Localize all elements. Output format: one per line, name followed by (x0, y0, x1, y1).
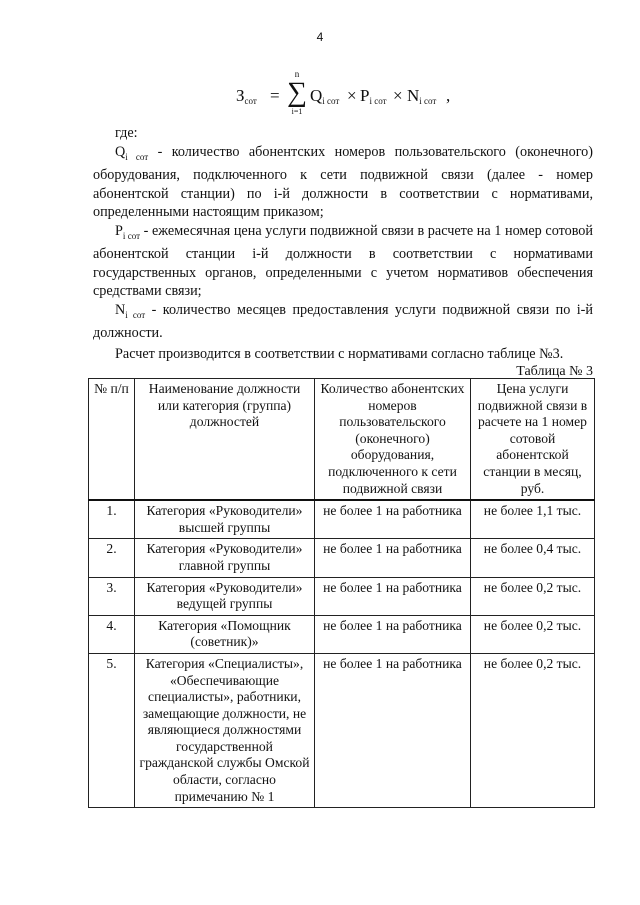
header-num: № п/п (89, 379, 135, 501)
table-row (89, 615, 595, 653)
row-price: не более 0,2 тыс. (471, 653, 595, 807)
header-count: Количество абонентских номеров пользовательского (оконечного) оборудования, подключенного к сети подвижной связи (315, 379, 471, 501)
table-row (89, 653, 595, 807)
page-number: 4 (316, 30, 324, 44)
formula-q: $Q_{i сот}$ (310, 86, 340, 106)
calc-note: Расчет производится в соответствии с нормативами согласно таблице №3. (115, 346, 564, 363)
row-price: не более 1,1 тыс. (471, 500, 595, 539)
where-label: где: (115, 125, 138, 141)
definitions-block (93, 124, 593, 364)
row-price: не более 0,2 тыс. (471, 577, 595, 615)
row-count: не более 1 на работника (315, 615, 471, 653)
header-price: Цена услуги подвижной связи в расчете на 1 номер сотовой абонентской станции в месяц, руб. (471, 379, 595, 501)
row-count: не более 1 на работника (315, 500, 471, 539)
row-num: 2. (89, 539, 135, 577)
table-row (89, 500, 595, 539)
table-row (89, 577, 595, 615)
row-num: 1. (89, 500, 135, 539)
formula-times-2: × (393, 86, 403, 105)
row-count: не более 1 на работника (315, 653, 471, 807)
row-name: Категория «Помощник (советник)» (135, 615, 315, 653)
row-name: Категория «Руководители» высшей группы (135, 500, 315, 539)
row-name: Категория «Специалисты», «Обеспечивающие специалисты», работники, замещающие должности, не являющиеся должностями государственной гражданской службы Омской области, согласно примечанию № 1 (135, 653, 315, 807)
row-price: не более 0,4 тыс. (471, 539, 595, 577)
formula-p: $P_{i сот}$ (360, 86, 387, 106)
row-price: не более 0,2 тыс. (471, 615, 595, 653)
formula-n: $N_{i сот}$ (407, 86, 437, 106)
row-num: 3. (89, 577, 135, 615)
row-name: Категория «Руководители» ведущей группы (135, 577, 315, 615)
definition-n: $N_{i сот}$ - количество месяцев предоставления услуги подвижной связи по i-й должности. (93, 302, 593, 342)
formula-times-1: × (347, 86, 357, 105)
definition-q: $Q_{i сот}$ - количество абонентских номеров пользовательского (оконечного) оборудования, подключенного к сети подвижной связи (далее - номер абонентской станции) по i-й должности в соответствии с нормативами, определенными настоящим приказом; (93, 143, 593, 221)
header-name: Наименование должности или категория (группа) должностей (135, 379, 315, 501)
definition-p: $P_{i сот}$ - ежемесячная цена услуги подвижной связи в расчете на 1 номер сотовой абонентской станции i-й должности в соответствии с нормативами государственных органов, определенными с учетом нормативов обеспечения средствами связи; (93, 222, 593, 300)
row-num: 4. (89, 615, 135, 653)
table-row (89, 539, 595, 577)
row-num: 5. (89, 653, 135, 807)
row-count: не более 1 на работника (315, 539, 471, 577)
row-name: Категория «Руководители» главной группы (135, 539, 315, 577)
table-title: Таблица № 3 (516, 364, 593, 379)
formula-end: , (446, 86, 451, 105)
row-count: не более 1 на работника (315, 577, 471, 615)
sum-sign: n ∑ i=1 (287, 69, 307, 116)
formula-lhs: $З_{сот}$ (236, 86, 257, 106)
norms-table (88, 378, 595, 808)
formula-equals: = (270, 86, 280, 105)
table-header-row (89, 379, 595, 501)
